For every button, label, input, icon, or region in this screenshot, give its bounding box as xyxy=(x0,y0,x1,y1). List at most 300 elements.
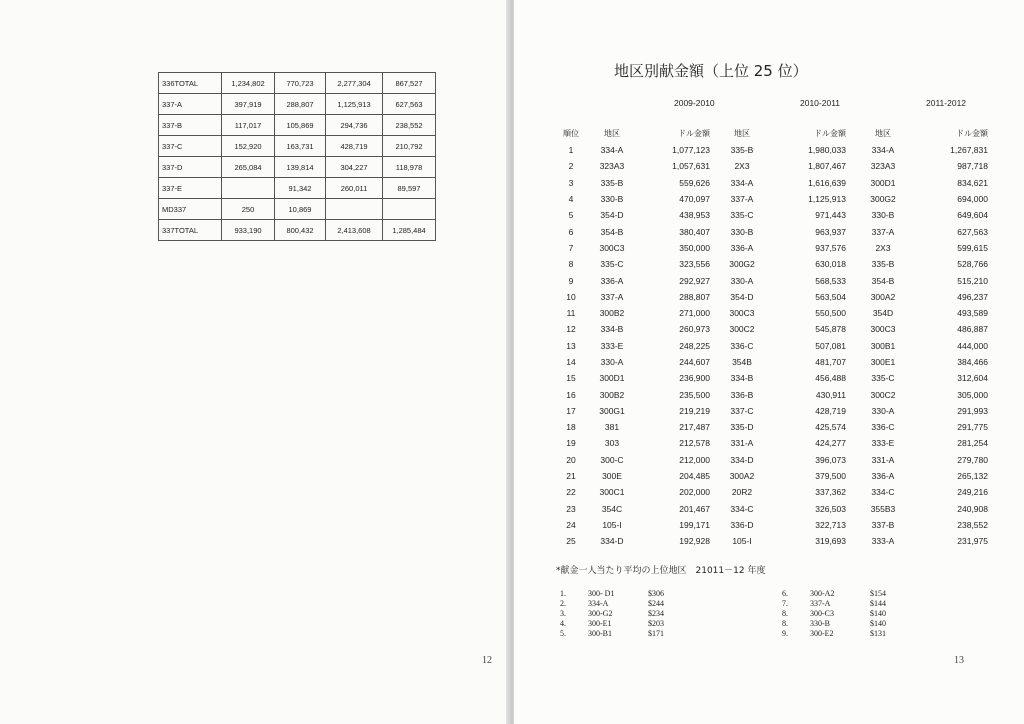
district-cell: 105-I xyxy=(732,536,752,547)
list-number: 3. xyxy=(560,608,566,618)
table-cell: 288,807 xyxy=(275,94,326,115)
amount-cell: 291,775 xyxy=(957,422,988,433)
district-cell: 354-D xyxy=(600,210,624,221)
amount-cell: 236,900 xyxy=(679,373,710,384)
amount-cell: 380,407 xyxy=(679,226,710,237)
rank-cell: 9 xyxy=(568,275,574,286)
table-cell: 867,527 xyxy=(383,73,436,94)
district-cell: 300C2 xyxy=(870,389,896,400)
table-cell: MD337 xyxy=(159,199,222,220)
district-cell: 337-A xyxy=(871,226,895,237)
amount-cell: 627,563 xyxy=(957,226,988,237)
list-district: 300-C3 xyxy=(810,608,834,618)
list-item xyxy=(782,588,910,598)
amount-cell: 834,621 xyxy=(957,177,988,188)
table-cell: 336TOTAL xyxy=(159,73,222,94)
district-cell: 334-A xyxy=(730,177,754,188)
amount-cell: 202,000 xyxy=(679,487,710,498)
amount-cell: 350,000 xyxy=(679,242,710,253)
amount-cell: 507,081 xyxy=(815,340,846,351)
table-cell: 337-A xyxy=(159,94,222,115)
district-cell: 334-C xyxy=(730,503,754,514)
ranking-row xyxy=(560,435,988,451)
list-amount: $244 xyxy=(648,598,664,608)
rank-cell: 20 xyxy=(566,454,576,465)
table-cell: 2,413,608 xyxy=(326,220,383,241)
amount-cell: 219,219 xyxy=(679,405,710,416)
amount-cell: 1,267,831 xyxy=(950,145,988,156)
header-district: 地区 xyxy=(875,128,891,138)
amount-cell: 279,780 xyxy=(957,454,988,465)
table-cell: 304,227 xyxy=(326,157,383,178)
ranking-table xyxy=(560,124,988,549)
amount-cell: 1,616,639 xyxy=(808,177,846,188)
amount-cell: 231,975 xyxy=(957,536,988,547)
table-row xyxy=(159,157,436,178)
amount-cell: 987,718 xyxy=(957,161,988,172)
amount-cell: 1,077,123 xyxy=(672,145,710,156)
per-capita-list-right xyxy=(782,588,910,638)
amount-cell: 694,000 xyxy=(957,194,988,205)
district-cell: 381 xyxy=(604,422,620,433)
list-amount: $140 xyxy=(870,618,886,628)
list-number: 8. xyxy=(782,618,788,628)
amount-cell: 323,556 xyxy=(679,259,710,270)
district-cell: 105-I xyxy=(602,519,622,530)
list-number: 9. xyxy=(782,628,788,638)
amount-cell: 240,908 xyxy=(957,503,988,514)
list-district: 334-A xyxy=(588,598,609,608)
district-cell: 300G2 xyxy=(870,194,896,205)
amount-cell: 456,488 xyxy=(815,373,846,384)
district-cell: 335-D xyxy=(730,422,754,433)
table-cell: 91,342 xyxy=(275,178,326,199)
table-cell: 260,011 xyxy=(326,178,383,199)
rank-cell: 23 xyxy=(566,503,576,514)
district-cell: 336-A xyxy=(871,471,895,482)
table-cell: 337-B xyxy=(159,115,222,136)
amount-cell: 281,254 xyxy=(957,438,988,449)
table-cell: 265,084 xyxy=(222,157,275,178)
list-item xyxy=(782,608,910,618)
list-item xyxy=(782,598,910,608)
district-cell: 334-C xyxy=(871,487,895,498)
district-cell: 331-A xyxy=(730,438,754,449)
amount-cell: 288,807 xyxy=(679,291,710,302)
district-cell: 330-A xyxy=(600,357,624,367)
rank-cell: 5 xyxy=(568,210,574,221)
amount-cell: 319,693 xyxy=(815,536,846,547)
table-cell: 1,234,802 xyxy=(222,73,275,94)
district-cell: 300C2 xyxy=(729,324,755,335)
amount-cell: 212,000 xyxy=(679,454,710,465)
district-cell: 335-C xyxy=(871,373,895,384)
list-number: 4. xyxy=(560,618,566,628)
district-cell: 300C3 xyxy=(870,324,896,335)
table-row xyxy=(159,94,436,115)
table-cell: 210,792 xyxy=(383,136,436,157)
table-cell: 2,277,304 xyxy=(326,73,383,94)
amount-cell: 192,928 xyxy=(679,536,710,547)
amount-cell: 515,210 xyxy=(957,275,988,286)
amount-cell: 201,467 xyxy=(679,503,710,514)
header-district: 地区 xyxy=(604,128,620,138)
amount-cell: 563,504 xyxy=(815,291,846,302)
district-cell: 354C xyxy=(601,503,623,514)
rank-cell: 17 xyxy=(566,405,576,416)
table-row xyxy=(159,220,436,241)
ranking-row xyxy=(560,223,988,239)
district-cell: 2X3 xyxy=(875,242,891,253)
table-cell xyxy=(383,199,436,220)
list-number: 2. xyxy=(560,598,566,608)
rank-cell: 1 xyxy=(568,145,574,156)
table-cell: 10,869 xyxy=(275,199,326,220)
amount-cell: 322,713 xyxy=(815,519,846,530)
header-district: 地区 xyxy=(734,128,750,138)
district-cell: 300A2 xyxy=(729,471,755,482)
table-cell xyxy=(326,199,383,220)
amount-cell: 271,000 xyxy=(679,308,710,319)
table-row xyxy=(159,115,436,136)
amount-cell: 425,574 xyxy=(815,422,846,433)
ranking-row xyxy=(560,386,988,402)
list-district: 300-G2 xyxy=(588,608,613,618)
amount-cell: 396,073 xyxy=(815,454,846,465)
table-cell: 118,978 xyxy=(383,157,436,178)
page-title: 地区別献金額（上位 25 位） xyxy=(614,62,808,80)
amount-cell: 496,237 xyxy=(957,291,988,302)
bleed-through-text xyxy=(180,320,183,330)
district-cell: 300E xyxy=(602,471,622,482)
ranking-row xyxy=(560,468,988,484)
amount-cell: 217,487 xyxy=(679,422,710,433)
rank-cell: 3 xyxy=(568,177,574,188)
amount-cell: 248,225 xyxy=(679,340,710,351)
amount-cell: 430,911 xyxy=(815,389,846,400)
amount-cell: 971,443 xyxy=(815,210,846,221)
amount-cell: 481,707 xyxy=(815,357,846,367)
list-amount: $131 xyxy=(870,628,886,638)
amount-cell: 249,216 xyxy=(957,487,988,498)
ranking-row xyxy=(560,305,988,321)
page-number-right: 13 xyxy=(954,655,964,666)
amount-cell: 312,604 xyxy=(957,373,988,384)
rank-cell: 2 xyxy=(568,161,574,172)
district-cell: 300E1 xyxy=(870,357,896,367)
district-cell: 2X3 xyxy=(734,161,750,172)
district-cell: 300G2 xyxy=(729,259,755,270)
district-cell: 335-C xyxy=(730,210,754,221)
year-header-1: 2009-2010 xyxy=(674,98,715,108)
district-cell: 335-B xyxy=(730,145,754,156)
amount-cell: 559,626 xyxy=(679,177,710,188)
list-district: 330-B xyxy=(810,618,830,628)
district-cell: 333-E xyxy=(600,340,624,351)
list-item xyxy=(560,608,688,618)
year-header-2: 2010-2011 xyxy=(800,98,841,108)
district-cell: 300C3 xyxy=(729,308,755,319)
rank-cell: 21 xyxy=(566,471,576,482)
table-cell: 337-C xyxy=(159,136,222,157)
rank-cell: 14 xyxy=(566,357,576,367)
district-cell: 334-A xyxy=(871,145,895,156)
table-cell: 627,563 xyxy=(383,94,436,115)
table-cell: 337-D xyxy=(159,157,222,178)
rank-cell: 18 xyxy=(566,422,576,433)
table-cell: 428,719 xyxy=(326,136,383,157)
rank-cell: 16 xyxy=(566,389,576,400)
ranking-header-row xyxy=(560,124,988,142)
district-cell: 335-B xyxy=(600,177,624,188)
amount-cell: 493,589 xyxy=(957,308,988,319)
amount-cell: 265,132 xyxy=(957,471,988,482)
amount-cell: 649,604 xyxy=(957,210,988,221)
header-amount: ドル金額 xyxy=(678,128,710,138)
district-cell: 300B1 xyxy=(870,340,896,351)
amount-cell: 470,097 xyxy=(679,194,710,205)
district-cell: 333-A xyxy=(871,536,895,547)
amount-cell: 937,576 xyxy=(815,242,846,253)
district-cell: 330-B xyxy=(600,194,624,205)
header-amount: ドル金額 xyxy=(814,128,846,138)
district-cell: 333-E xyxy=(871,438,895,449)
amount-cell: 1,980,033 xyxy=(808,145,846,156)
district-cell: 334-A xyxy=(600,145,624,156)
rank-cell: 10 xyxy=(566,291,576,302)
ranking-row xyxy=(560,338,988,354)
list-item xyxy=(560,618,688,628)
district-cell: 334-D xyxy=(600,536,624,547)
amount-cell: 199,171 xyxy=(679,519,710,530)
rank-cell: 8 xyxy=(568,259,574,270)
page-number-left: 12 xyxy=(482,655,492,666)
amount-cell: 963,937 xyxy=(815,226,846,237)
table-cell: 139,814 xyxy=(275,157,326,178)
header-rank: 順位 xyxy=(563,128,579,138)
amount-cell: 444,000 xyxy=(957,340,988,351)
district-cell: 337-A xyxy=(730,194,754,205)
table-row xyxy=(159,136,436,157)
amount-cell: 292,927 xyxy=(679,275,710,286)
table-row xyxy=(159,199,436,220)
ranking-row xyxy=(560,207,988,223)
district-cell: 330-A xyxy=(871,405,895,416)
list-amount: $154 xyxy=(870,588,886,598)
table-cell: 770,723 xyxy=(275,73,326,94)
table-cell: 933,190 xyxy=(222,220,275,241)
ranking-row xyxy=(560,240,988,256)
table-cell: 250 xyxy=(222,199,275,220)
list-amount: $306 xyxy=(648,588,664,598)
ranking-row xyxy=(560,321,988,337)
district-cell: 334-B xyxy=(600,324,624,335)
district-cell: 300D1 xyxy=(599,373,625,384)
amount-cell: 235,500 xyxy=(679,389,710,400)
amount-cell: 305,000 xyxy=(957,389,988,400)
ranking-row xyxy=(560,419,988,435)
ranking-row xyxy=(560,501,988,517)
amount-cell: 291,993 xyxy=(957,405,988,416)
district-cell: 330-B xyxy=(730,226,754,237)
amount-cell: 568,533 xyxy=(815,275,846,286)
table-cell: 238,552 xyxy=(383,115,436,136)
amount-cell: 379,500 xyxy=(815,471,846,482)
list-item xyxy=(560,598,688,608)
list-amount: $144 xyxy=(870,598,886,608)
district-cell: 330-B xyxy=(871,210,895,221)
district-cell: 336-C xyxy=(730,340,754,351)
table-cell xyxy=(222,178,275,199)
ranking-row xyxy=(560,256,988,272)
rank-cell: 7 xyxy=(568,242,574,253)
list-item xyxy=(782,618,910,628)
table-cell: 1,285,484 xyxy=(383,220,436,241)
district-cell: 354-B xyxy=(600,226,624,237)
table-cell: 397,919 xyxy=(222,94,275,115)
table-row xyxy=(159,73,436,94)
amount-cell: 545,878 xyxy=(815,324,846,335)
list-number: 5. xyxy=(560,628,566,638)
list-district: 300-E1 xyxy=(588,618,612,628)
ranking-row xyxy=(560,142,988,158)
rank-cell: 25 xyxy=(566,536,576,547)
district-cell: 20R2 xyxy=(731,487,753,498)
list-district: 300- D1 xyxy=(588,588,615,598)
amount-cell: 528,766 xyxy=(957,259,988,270)
list-number: 1. xyxy=(560,588,566,598)
district-cell: 355B3 xyxy=(870,503,896,514)
amount-cell: 1,807,467 xyxy=(808,161,846,172)
amount-cell: 384,466 xyxy=(957,357,988,367)
district-cell: 300-C xyxy=(600,454,624,465)
amount-cell: 599,615 xyxy=(957,242,988,253)
rank-cell: 24 xyxy=(566,519,576,530)
ranking-row xyxy=(560,272,988,288)
ranking-row xyxy=(560,403,988,419)
list-amount: $234 xyxy=(648,608,664,618)
list-amount: $140 xyxy=(870,608,886,618)
ranking-row xyxy=(560,289,988,305)
amount-cell: 630,018 xyxy=(815,259,846,270)
district-cell: 354B xyxy=(732,357,752,367)
rank-cell: 11 xyxy=(566,308,576,319)
table-cell: 152,920 xyxy=(222,136,275,157)
ranking-row xyxy=(560,158,988,174)
district-cell: 354-D xyxy=(730,291,754,302)
rank-cell: 4 xyxy=(568,194,574,205)
list-number: 8. xyxy=(782,608,788,618)
ranking-row xyxy=(560,517,988,533)
table-cell: 89,597 xyxy=(383,178,436,199)
list-number: 7. xyxy=(782,598,788,608)
district-cell: 354D xyxy=(872,308,894,319)
table-row xyxy=(159,178,436,199)
district-cell: 337-B xyxy=(871,519,895,530)
amount-cell: 326,503 xyxy=(815,503,846,514)
list-amount: $203 xyxy=(648,618,664,628)
table-cell: 105,869 xyxy=(275,115,326,136)
district-cell: 331-A xyxy=(871,454,895,465)
district-cell: 300D1 xyxy=(870,177,896,188)
ranking-row xyxy=(560,452,988,468)
table-cell: 337TOTAL xyxy=(159,220,222,241)
right-page xyxy=(514,0,1024,724)
amount-cell: 260,973 xyxy=(679,324,710,335)
district-cell: 336-A xyxy=(730,242,754,253)
table-cell: 294,736 xyxy=(326,115,383,136)
district-cell: 334-B xyxy=(730,373,754,384)
district-cell: 337-C xyxy=(730,405,754,416)
table-cell: 1,125,913 xyxy=(326,94,383,115)
ranking-row xyxy=(560,191,988,207)
list-item xyxy=(782,628,910,638)
amount-cell: 1,057,631 xyxy=(672,161,710,172)
district-cell: 300C1 xyxy=(599,487,625,498)
rank-cell: 15 xyxy=(566,373,576,384)
amount-cell: 337,362 xyxy=(815,487,846,498)
rank-cell: 19 xyxy=(566,438,576,449)
rank-cell: 13 xyxy=(566,340,576,351)
ranking-row xyxy=(560,484,988,500)
amount-cell: 486,887 xyxy=(957,324,988,335)
district-totals-table xyxy=(158,72,436,241)
list-amount: $171 xyxy=(648,628,664,638)
district-cell: 323A3 xyxy=(599,161,625,172)
district-cell: 336-C xyxy=(871,422,895,433)
left-page xyxy=(0,0,510,724)
table-cell: 163,731 xyxy=(275,136,326,157)
district-cell: 335-C xyxy=(600,259,624,270)
amount-cell: 212,578 xyxy=(679,438,710,449)
district-cell: 354-B xyxy=(871,275,895,286)
list-district: 300-A2 xyxy=(810,588,835,598)
list-item xyxy=(560,628,688,638)
district-cell: 337-A xyxy=(600,291,624,302)
list-district: 300-B1 xyxy=(588,628,612,638)
table-cell: 117,017 xyxy=(222,115,275,136)
year-header-3: 2011-2012 xyxy=(926,98,967,108)
district-cell: 303 xyxy=(604,438,620,449)
district-cell: 323A3 xyxy=(870,161,896,172)
district-cell: 334-D xyxy=(730,454,754,465)
amount-cell: 204,485 xyxy=(679,471,710,482)
rank-cell: 12 xyxy=(566,324,576,335)
per-capita-list-left xyxy=(560,588,688,638)
district-cell: 300A2 xyxy=(870,291,896,302)
amount-cell: 238,552 xyxy=(957,519,988,530)
district-cell: 335-B xyxy=(871,259,895,270)
amount-cell: 550,500 xyxy=(815,308,846,319)
ranking-row xyxy=(560,175,988,191)
district-cell: 300G1 xyxy=(599,405,625,416)
ranking-row xyxy=(560,533,988,549)
table-cell: 800,432 xyxy=(275,220,326,241)
district-cell: 330-A xyxy=(730,275,754,286)
district-cell: 300B2 xyxy=(599,308,625,319)
table-cell: 337-E xyxy=(159,178,222,199)
rank-cell: 6 xyxy=(568,226,574,237)
district-cell: 336-B xyxy=(730,389,754,400)
district-cell: 300C3 xyxy=(599,242,625,253)
ranking-row xyxy=(560,370,988,386)
list-district: 300-E2 xyxy=(810,628,834,638)
ranking-row xyxy=(560,354,988,370)
amount-cell: 438,953 xyxy=(679,210,710,221)
amount-cell: 244,607 xyxy=(679,357,710,367)
amount-cell: 424,277 xyxy=(815,438,846,449)
rank-cell: 22 xyxy=(566,487,576,498)
